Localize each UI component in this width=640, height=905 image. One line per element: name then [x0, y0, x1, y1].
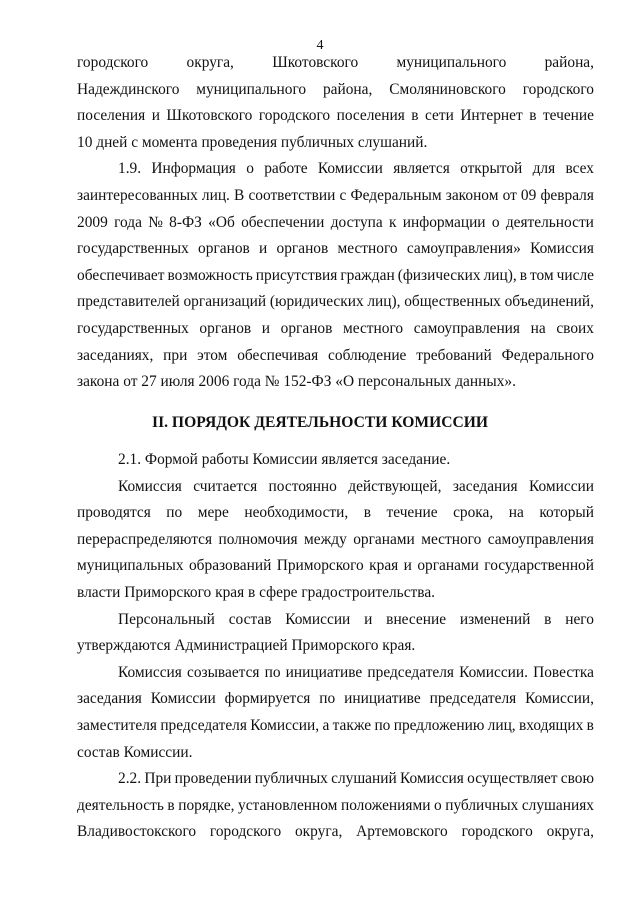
- text-line: заседания Комиссии формируется по инициативе председателя Комиссии,: [77, 690, 594, 708]
- text-line: Надеждинского муниципального района, Смоляниновского городского: [77, 80, 594, 98]
- text-line: закона от 27 июля 2006 года № 152-ФЗ «О персональных данных».: [77, 373, 516, 391]
- text-line: Персональный состав Комиссии и внесение изменений в него: [118, 610, 594, 628]
- text-line: заместителя председателя Комиссии, а также по предложению лиц, входящих в: [77, 717, 594, 734]
- text-line: 2.2. При проведении публичных слушаний Комиссия осуществляет свою: [118, 770, 594, 788]
- text-line: 2009 года № 8-ФЗ «Об обеспечении доступа к информации о деятельности: [77, 213, 594, 231]
- text-line: муниципальных образований Приморского края и органами государственной: [77, 557, 594, 575]
- text-line: представителей организаций (юридических лиц), общественных объединений,: [77, 293, 594, 311]
- page-number: 4: [316, 38, 324, 53]
- text-line: поселения и Шкотовского городского поселения в сети Интернет в течение: [77, 107, 594, 125]
- text-line: утверждаются Администрацией Приморского края.: [77, 637, 416, 655]
- text-line: 10 дней с момента проведения публичных слушаний.: [77, 133, 428, 151]
- text-line: городского округа, Шкотовского муниципального района,: [77, 54, 594, 71]
- text-line: состав Комиссии.: [77, 743, 193, 761]
- text-line: 2.1. Формой работы Комиссии является заседание.: [118, 451, 451, 468]
- text-line: деятельность в порядке, установленном положениями о публичных слушаниях: [77, 796, 594, 814]
- text-line: проводятся по мере необходимости, в течение срока, на который: [77, 504, 594, 522]
- text-line: обеспечивает возможность присутствия граждан (физических лиц), в том числе: [77, 266, 594, 284]
- section-heading: II. ПОРЯДОК ДЕЯТЕЛЬНОСТИ КОМИССИИ: [152, 414, 488, 431]
- text-line: заседаниях, при этом обеспечивая соблюдение требований Федерального: [77, 346, 594, 364]
- text-line: Комиссия созывается по инициативе председателя Комиссии. Повестка: [118, 663, 594, 681]
- text-line: 1.9. Информация о работе Комиссии является открытой для всех: [118, 160, 594, 178]
- text-line: перераспределяются полномочия между органами местного самоуправления: [77, 530, 594, 548]
- text-line: Комиссия считается постоянно действующей, заседания Комиссии: [118, 477, 594, 495]
- text-line: заинтересованных лиц. В соответствии с Федеральным законом от 09 февраля: [77, 187, 594, 204]
- text-line: Владивостокского городского округа, Артемовского городского округа,: [77, 823, 594, 841]
- text-line: власти Приморского края в сфере градостроительства.: [77, 584, 436, 601]
- text-line: государственных органов и органов местного самоуправления» Комиссия: [77, 240, 594, 258]
- text-line: государственных органов и органов местного самоуправления на своих: [77, 320, 594, 337]
